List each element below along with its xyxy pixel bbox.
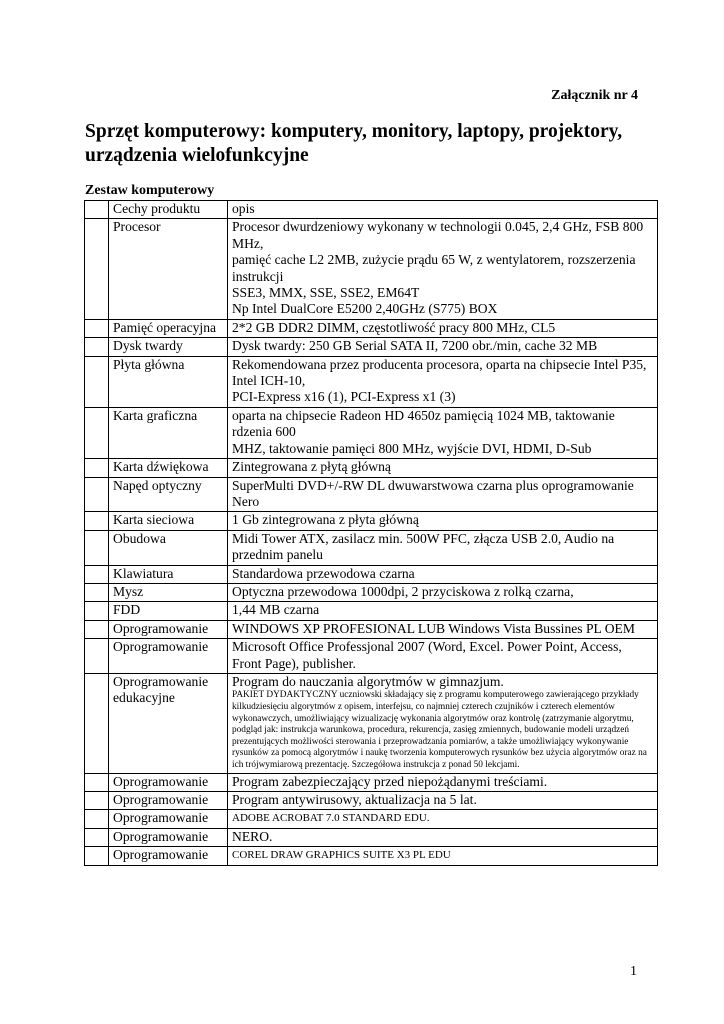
description-line: Procesor dwurdzeniowy wykonany w technologii 0.045, 2,4 GHz, FSB 800 MHz, [232, 219, 644, 251]
table-row [85, 407, 658, 458]
description-cell [228, 583, 658, 601]
feature-cell: Karta graficzna [109, 407, 228, 458]
description-cell [228, 565, 658, 583]
row-number-cell [85, 407, 109, 458]
description-cell [228, 773, 658, 791]
description-cell [228, 639, 658, 674]
description-line: Optyczna przewodowa 1000dpi, 2 przyciskowa z rolką czarna, [232, 583, 574, 599]
table-row [85, 773, 658, 791]
table-row [85, 338, 658, 356]
feature-cell: Oprogramowanie [109, 773, 228, 791]
description-line: Standardowa przewodowa czarna [232, 565, 415, 581]
description-cell [228, 356, 658, 407]
page-number: 1 [630, 964, 637, 979]
feature-cell: Oprogramowanie [109, 810, 228, 828]
description-line: ADOBE ACROBAT 7.0 STANDARD EDU. [232, 812, 430, 825]
row-number-cell [85, 791, 109, 809]
description-line: Microsoft Office Professjonal 2007 (Word, Excel. Power Point, Access, Front Page), publisher. [232, 639, 622, 671]
description-line: 2*2 GB DDR2 DIMM, częstotliwość pracy 800 MHz, CL5 [232, 319, 556, 335]
feature-cell: Klawiatura [109, 565, 228, 583]
feature-cell: FDD [109, 602, 228, 620]
document-title: Sprzęt komputerowy: komputery, monitory, laptopy, projektory, urządzenia wielofunkcyjne [85, 121, 623, 166]
row-number-cell [85, 810, 109, 828]
table-row [85, 356, 658, 407]
description-cell [228, 828, 658, 846]
row-number-cell [85, 338, 109, 356]
feature-cell: Płyta główna [109, 356, 228, 407]
table-row [85, 673, 658, 773]
row-number-cell [85, 477, 109, 512]
description-cell [228, 477, 658, 512]
feature-cell: Oprogramowanie [109, 620, 228, 638]
description-line: PCI-Express x16 (1), PCI-Express x1 (3) [232, 389, 456, 405]
description-cell [228, 407, 658, 458]
feature-cell: Karta dźwiękowa [109, 459, 228, 477]
row-number-cell [85, 602, 109, 620]
feature-cell: Dysk twardy [109, 338, 228, 356]
description-cell [228, 847, 658, 865]
feature-cell: Oprogramowanie [109, 639, 228, 674]
table-row [85, 847, 658, 865]
section-title: Zestaw komputerowy [85, 183, 215, 198]
row-number-cell [85, 201, 109, 219]
row-number-cell [85, 847, 109, 865]
feature-cell: Oprogramowanie [109, 847, 228, 865]
feature-cell: Karta sieciowa [109, 512, 228, 530]
description-cell [228, 810, 658, 828]
table-row [85, 639, 658, 674]
spec-table [84, 200, 658, 866]
description-line: Rekomendowana przez producenta procesora, oparta na chipsecie Intel P35, Intel ICH-10, [232, 356, 647, 389]
description-line: MHZ, taktowanie pamięci 800 MHz, wyjście DVI, HDMI, D-Sub [232, 440, 592, 456]
description-line: oparta na chipsecie Radeon HD 4650z pamięcią 1024 MB, taktowanie rdzenia 600 [232, 407, 615, 440]
table-row [85, 828, 658, 846]
description-line: Program do nauczania algorytmów w gimnazjum. [232, 673, 504, 689]
feature-cell: Oprogramowanie [109, 828, 228, 846]
description-line: Program antywirusowy, aktualizacja na 5 lat. [232, 791, 477, 807]
feature-cell: Mysz [109, 583, 228, 601]
row-number-cell [85, 620, 109, 638]
feature-cell: Napęd optyczny [109, 477, 228, 512]
header-description: opis [228, 201, 658, 219]
spec-table-body [85, 201, 658, 866]
description-cell [228, 602, 658, 620]
table-row [85, 219, 658, 319]
feature-cell: Pamięć operacyjna [109, 319, 228, 337]
description-line: SuperMulti DVD+/-RW DL dwuwarstwowa czarna plus oprogramowanie Nero [232, 477, 634, 509]
description-line: Np Intel DualCore E5200 2,40GHz (S775) BOX [232, 301, 498, 317]
description-line: pamięć cache L2 2MB, zużycie prądu 65 W, z wentylatorem, rozszerzenia instrukcji [232, 252, 636, 284]
row-number-cell [85, 828, 109, 846]
row-number-cell [85, 512, 109, 530]
description-line: Zintegrowana z płytą główną [232, 459, 391, 475]
description-cell [228, 319, 658, 337]
description-cell [228, 219, 658, 319]
description-line: Midi Tower ATX, zasilacz min. 500W PFC, złącza USB 2.0, Audio na przednim panelu [232, 530, 615, 563]
feature-cell: Procesor [109, 219, 228, 319]
table-row [85, 583, 658, 601]
description-cell [228, 673, 658, 773]
feature-cell: Obudowa [109, 530, 228, 565]
row-number-cell [85, 583, 109, 601]
row-number-cell [85, 319, 109, 337]
description-cell [228, 459, 658, 477]
annex-label: Załącznik nr 4 [551, 88, 638, 103]
header-feature: Cechy produktu [109, 201, 228, 219]
description-line: WINDOWS XP PROFESIONAL LUB Windows Vista Bussines PL OEM [232, 620, 635, 636]
table-row [85, 810, 658, 828]
table-row [85, 620, 658, 638]
table-header-row [85, 201, 658, 219]
row-number-cell [85, 773, 109, 791]
description-line: 1,44 MB czarna [232, 602, 320, 618]
description-line: COREL DRAW GRAPHICS SUITE X3 PL EDU [232, 849, 451, 862]
row-number-cell [85, 356, 109, 407]
description-line: Dysk twardy: 250 GB Serial SATA II, 7200 obr./min, cache 32 MB [232, 338, 598, 354]
description-line: Program zabezpieczający przed niepożądanymi treściami. [232, 773, 548, 789]
description-cell [228, 512, 658, 530]
description-cell [228, 530, 658, 565]
description-detail: PAKIET DYDAKTYCZNY uczniowski składający się z programu komputerowego zawierającego przykłady kilkudziesięciu algorytmów z opisem, interfejsu, co najmniej czterech czujników i czterech elementów wykonawczych, umożliwiający wizualizację wykonania algorytmów oraz kontrolę (zatrzymanie algorytmu, podgląd jak: instrukcja warunkowa, procedura, rekurencja, zasięg zmiennych, budowanie modeli urządzeń prezentujących możliwości sterowania i przeprowadzania pomiarów, a także umożliwiający wykonywanie rysunków za pomocą algorytmów i naukę tworzenia komputerowych rysunków bez użycia algorytmów oraz na ich trójwymiarową prezentację. Szczegółowa instrukcja z ponad 50 lekcjami. [232, 690, 647, 770]
description-line: SSE3, MMX, SSE, SSE2, EM64T [232, 285, 420, 301]
row-number-cell [85, 565, 109, 583]
row-number-cell [85, 219, 109, 319]
table-row [85, 477, 658, 512]
row-number-cell [85, 673, 109, 773]
table-row [85, 512, 658, 530]
table-row [85, 459, 658, 477]
description-cell [228, 791, 658, 809]
description-line: NERO. [232, 828, 273, 844]
description-cell [228, 338, 658, 356]
description-line: 1 Gb zintegrowana z płyta główną [232, 512, 419, 528]
feature-cell: Oprogramowanie edukacyjne [109, 673, 228, 773]
row-number-cell [85, 530, 109, 565]
description-cell [228, 620, 658, 638]
row-number-cell [85, 639, 109, 674]
table-row [85, 530, 658, 565]
table-row [85, 565, 658, 583]
table-row [85, 791, 658, 809]
table-row [85, 319, 658, 337]
feature-cell: Oprogramowanie [109, 791, 228, 809]
row-number-cell [85, 459, 109, 477]
table-row [85, 602, 658, 620]
